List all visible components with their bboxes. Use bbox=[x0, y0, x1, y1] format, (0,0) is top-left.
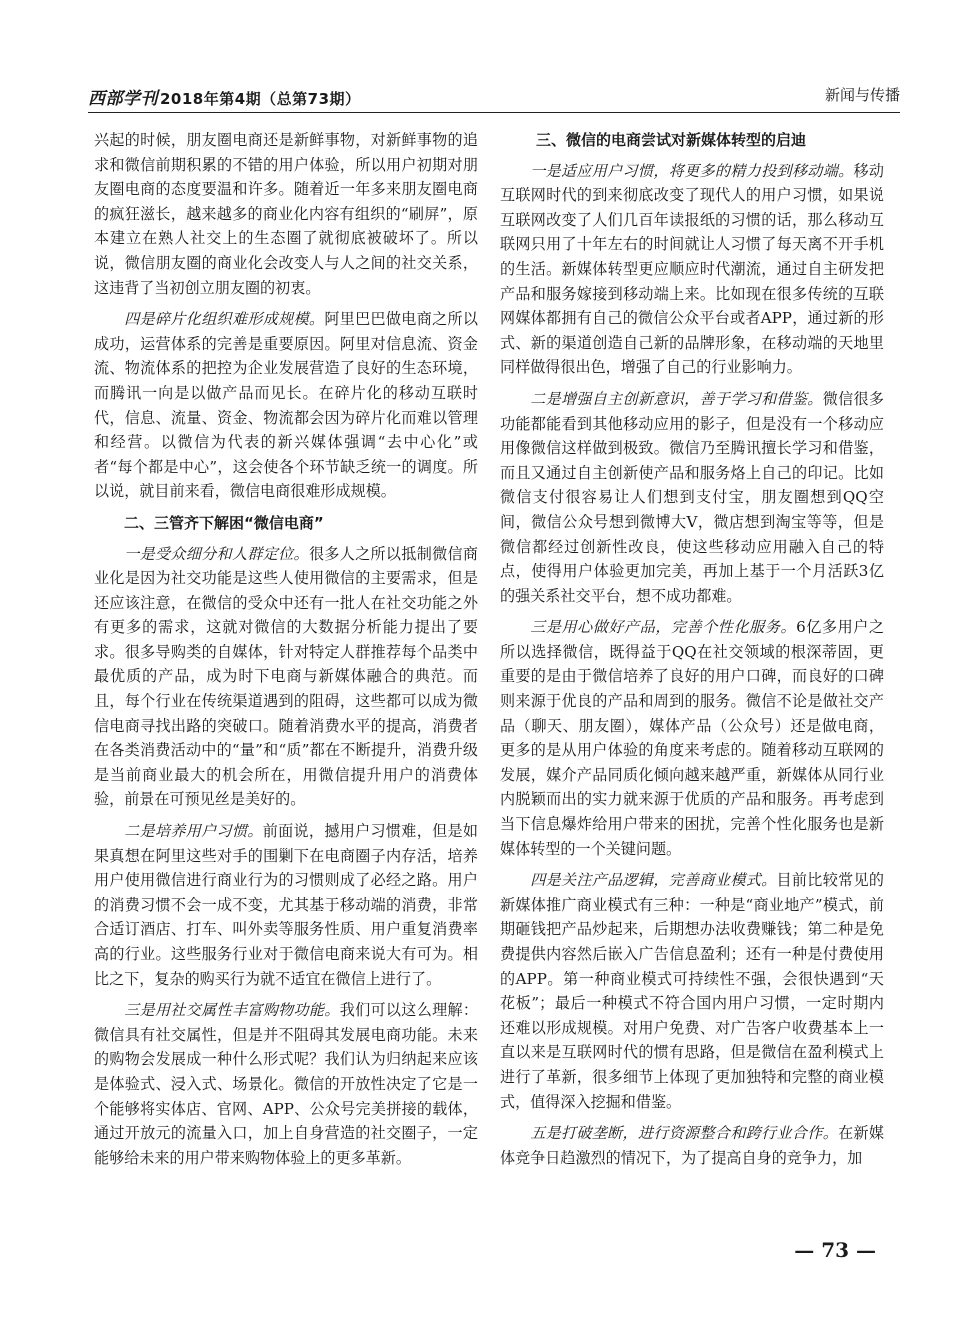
paragraph bbox=[94, 307, 478, 504]
section-title: 新闻与传播 bbox=[824, 86, 900, 104]
journal-title bbox=[88, 84, 361, 109]
right-column bbox=[500, 128, 884, 1240]
paragraph bbox=[500, 1121, 884, 1170]
paragraph-text: 微信很多功能都能看到其他移动应用的影子，但是没有一个移动应用像微信这样做到极致。微信乃至腾讯擅长学习和借鉴，而且又通过自主创新使产品和服务烙上自己的印记。比如微信支付很容易让人们想到支付宝，朋友圈想到QQ空间，微信公众号想到微博大V，微店想到淘宝等等，但是微信都经过创新性改良，使这些移动应用融入自己的特点，使得用户体验更加完美，再加上基于一个月活跃3亿的强关系社交平台，想不成功都难。 bbox=[500, 389, 884, 605]
section-heading: 三、微信的电商尝试对新媒体转型的启迪 bbox=[536, 131, 807, 149]
paragraph-text: 6亿多用户之所以选择微信，既得益于QQ在社交领域的根深蒂固，更重要的是由于微信培养了良好的用户口碑，而良好的口碑则来源于优良的产品和周到的服务。微信不论是做社交产品（聊天、朋友圈），媒体产品（公众号）还是做电商，更多的是从用户体验的角度来考虑的。随着移动互联网的发展，媒介产品同质化倾向越来越严重，新媒体从同行业内脱颖而出的实力就来源于优质的产品和服务。再考虑到当下信息爆炸给用户带来的困扰，完善个性化服务也是新媒体转型的一个关键问题。 bbox=[500, 618, 884, 858]
paragraph bbox=[94, 819, 478, 991]
paragraph-text: 很多人之所以抵制微信商业化是因为社交功能是这些人使用微信的主要需求，但是还应该注意，在微信的受众中还有一批人在社交功能之外有更多的需求，这就对微信的大数据分析能力提出了要求。很多导购类的自媒体，针对特定人群推荐每个品类中最优质的产品，成为时下电商与新媒体融合的典范。而且，每个行业在传统渠道遇到的阻碍，这些都可以成为微信电商寻找出路的突破口。随着消费水平的提高，消费者在各类消费活动中的“量”和“质”都在不断提升，消费升级是当前商业最大的机会所在，用微信提升用户的消费体验，前景在可预见丝是美好的。 bbox=[94, 544, 478, 809]
paragraph bbox=[94, 998, 478, 1170]
paragraph bbox=[500, 387, 884, 608]
paragraph bbox=[94, 542, 478, 813]
paragraph-lead: 四是碎片化组织难形成规模。 bbox=[124, 310, 325, 329]
paragraph-lead: 一是适应用户习惯，将更多的精力投到移动端。 bbox=[530, 161, 854, 180]
journal-logo: 西部学刊 bbox=[88, 89, 158, 109]
paragraph-text: 移动互联网时代的到来彻底改变了现代人的用户习惯，如果说互联网改变了人们几百年读报纸的习惯的话，那么移动互联网只用了十年左右的时间就让人习惯了每天离不开手机的生活。新媒体转型更应顺应时代潮流，通过自主研发把产品和服务嫁接到移动端上来。比如现在很多传统的互联网媒体都拥有自己的微信公众平台或者APP，通过新的形式、新的渠道创造自己新的品牌形象，在移动端的天地里同样做得很出色，增强了自己的行业影响力。 bbox=[500, 161, 884, 377]
paragraph bbox=[500, 868, 884, 1114]
paragraph-lead: 二是增强自主创新意识，善于学习和借鉴。 bbox=[530, 389, 823, 408]
paragraph bbox=[94, 128, 478, 300]
paragraph-lead: 三是用心做好产品，完善个性化服务。 bbox=[530, 618, 797, 637]
paragraph-text: 前面说，撼用户习惯难，但是如果真想在阿里这些对手的围剿下在电商圈子内存活，培养用户使用微信进行商业行为的习惯则成了必经之路。用户的消费习惯不会一成不变，尤其基于移动端的消费，非常合适订酒店、打车、叫外卖等服务性质、用户重复消费率高的行业。这些服务行业对于微信电商来说大有可为。相比之下，复杂的购买行为就不适宜在微信上进行了。 bbox=[94, 822, 478, 988]
left-column bbox=[94, 128, 478, 1240]
paragraph-text: 我们可以这么理解：微信具有社交属性，但是并不阻碍其发展电商功能。未来的购物会发展成一种什么形式呢？我们认为归纳起来应该是体验式、浸入式、场景化。微信的开放性决定了它是一个能够将实体店、官网、APP、公众号完美拼接的载体，通过开放元的流量入口，加上自身营造的社交圈子，一定能够给未来的用户带来购物体验上的更多革新。 bbox=[94, 1001, 478, 1167]
page-header bbox=[88, 80, 900, 112]
paragraph-text: 兴起的时候，朋友圈电商还是新鲜事物，对新鲜事物的追求和微信前期积累的不错的用户体验，所以用户初期对朋友圈电商的态度要温和许多。随着近一年多来朋友圈电商的疯狂滋长，越来越多的商业化内容有组织的“刷屏”，原本建立在熟人社交上的生态圈了就彻底被破坏了。所以说，微信朋友圈的商业化会改变人与人之间的社交关系，这违背了当初创立朋友圈的初衷。 bbox=[94, 131, 478, 297]
paragraph-lead: 四是关注产品逻辑，完善商业模式。 bbox=[530, 871, 777, 890]
issue-info: 2018年第4期（总第73期） bbox=[160, 90, 361, 108]
paragraph bbox=[500, 615, 884, 861]
page-number: — 73 — bbox=[794, 1238, 876, 1262]
paragraph-lead: 一是受众细分和人群定位。 bbox=[124, 544, 309, 563]
paragraph-lead: 五是打破垄断，进行资源整合和跨行业合作。 bbox=[530, 1124, 839, 1143]
paragraph-text: 目前比较常见的新媒体推广商业模式有三种：一种是“商业地产”模式，前期砸钱把产品炒起来，后期想办法收费赚钱；第二种是免费提供内容然后嵌入广告信息盈利；还有一种是付费使用的APP。第一种商业模式可持续性不强，会很快遇到“天花板”；最后一种模式不符合国内用户习惯，一定时期内还难以形成规模。对用户免费、对广告客户收费基本上一直以来是互联网时代的惯有思路，但是微信在盈利模式上进行了革新，很多细节上体现了更加独特和完整的商业模式，值得深入挖掘和借鉴。 bbox=[500, 871, 884, 1111]
paragraph-lead: 三是用社交属性丰富购物功能。 bbox=[124, 1001, 340, 1020]
paragraph-text: 在新媒体竞争日趋激烈的情况下，为了提高自身的竞争力，加 bbox=[500, 1124, 884, 1167]
paragraph-text: 阿里巴巴做电商之所以成功，运营体系的完善是重要原因。阿里对信息流、资金流、物流体系的把控为企业发展营造了良好的生态环境，而腾讯一向是以做产品而见长。在碎片化的移动互联时代，信息、流量、资金、物流都会因为碎片化而难以管理和经营。以微信为代表的新兴媒体强调“去中心化”或者“每个都是中心”，这会使各个环节缺乏统一的调度。所以说，就目前来看，微信电商很难形成规模。 bbox=[94, 310, 478, 501]
section-heading: 二、三管齐下解困“微信电商” bbox=[124, 513, 324, 532]
paragraph bbox=[500, 159, 884, 380]
paragraph-lead: 二是培养用户习惯。 bbox=[124, 822, 263, 841]
header-rule bbox=[88, 112, 900, 113]
